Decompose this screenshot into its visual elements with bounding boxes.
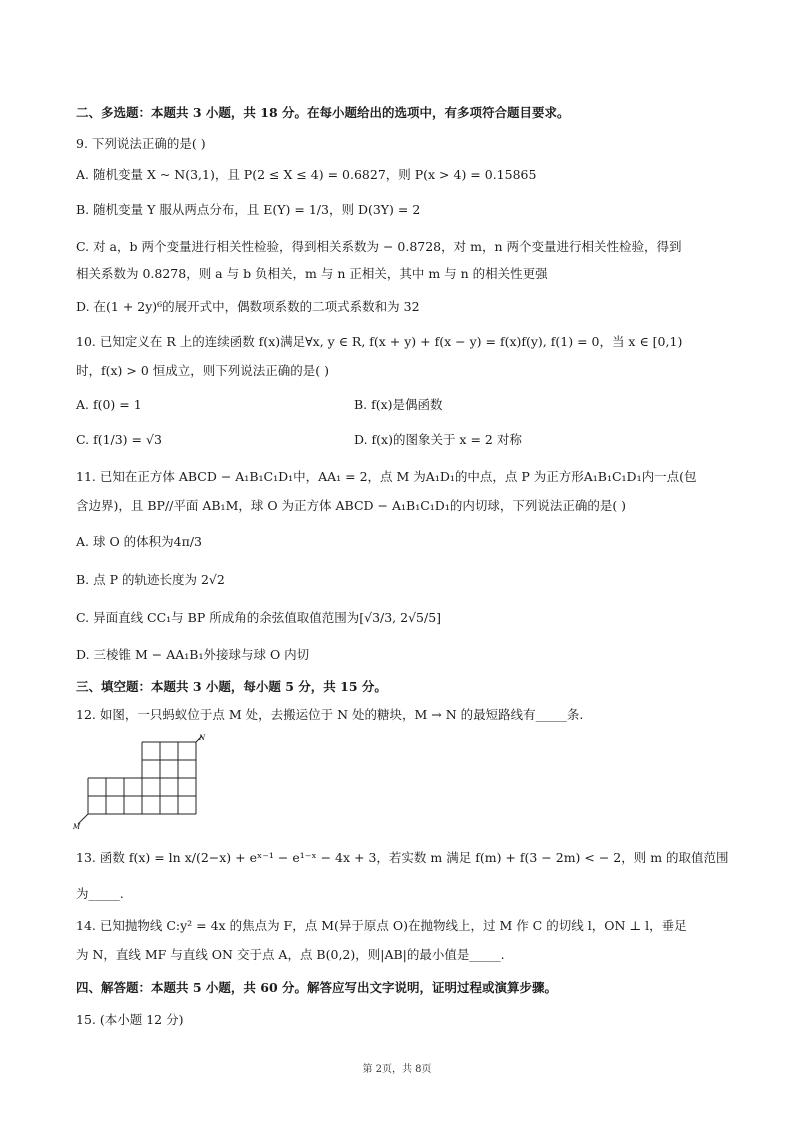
q11-stem-line2: 含边界)，且 BP//平面 AB₁M，球 O 为正方体 ABCD − A₁B₁C₁D₁的内切球，下列说法正确的是( ): [76, 498, 627, 513]
q9-stem: 9. 下列说法正确的是( ): [76, 136, 206, 151]
q10-stem-line1: 10. 已知定义在 R 上的连续函数 f(x)满足∀x, y ∈ R, f(x + y) + f(x − y) = f(x)f(y), f(1) = 0，当 x ∈ [0,1): [76, 334, 683, 349]
q13-line2: 为_____.: [76, 886, 124, 901]
section2-heading: 二、多选题：本题共 3 小题，共 18 分。在每小题给出的选项中，有多项符合题目要求。: [76, 105, 570, 120]
q12-grid-lines: [88, 742, 196, 814]
page-footer: 第 2页，共 8页: [362, 1064, 432, 1075]
q14-line1: 14. 已知抛物线 C:y² = 4x 的焦点为 F，点 M(异于原点 O)在抛物线上，过 M 作 C 的切线 l，ON ⊥ l，垂足: [76, 918, 687, 933]
q12-label-m: M: [73, 823, 81, 831]
q12-grid-figure: [70, 732, 210, 832]
q9-option-b: B. 随机变量 Y 服从两点分布，且 E(Y) = 1/3，则 D(3Y) = 2: [76, 202, 421, 217]
q9-option-a: A. 随机变量 X ~ N(3,1)，且 P(2 ≤ X ≤ 4) = 0.6827，则 P(x > 4) = 0.15865: [76, 167, 537, 182]
q15-stem: 15. (本小题 12 分): [76, 1012, 184, 1027]
q9-option-d: D. 在(1 + 2y)⁶的展开式中，偶数项系数的二项式系数和为 32: [76, 299, 420, 314]
q12-label-n: N: [199, 734, 206, 742]
q9-option-c-line1: C. 对 a，b 两个变量进行相关性检验，得到相关系数为 − 0.8728，对 m，n 两个变量进行相关性检验，得到: [76, 239, 682, 254]
section4-heading: 四、解答题：本题共 5 小题，共 60 分。解答应写出文字说明，证明过程或演算步骤。: [76, 980, 558, 995]
q9-option-c-line2: 相关系数为 0.8278，则 a 与 b 负相关，m 与 n 正相关，其中 m 与 n 的相关性更强: [76, 266, 548, 281]
q11-option-c: C. 异面直线 CC₁与 BP 所成角的余弦值取值范围为[√3/3, 2√5/5]: [76, 610, 442, 625]
q13-line1: 13. 函数 f(x) = ln x/(2−x) + eˣ⁻¹ − e¹⁻ˣ − 4x + 3，若实数 m 满足 f(m) + f(3 − 2m) < − 2，则 m 的取值范围: [76, 850, 729, 865]
q10-option-b: B. f(x)是偶函数: [354, 397, 443, 412]
q11-option-a: A. 球 O 的体积为4π/3: [76, 534, 203, 549]
q10-stem-line2: 时，f(x) > 0 恒成立，则下列说法正确的是( ): [76, 363, 330, 378]
section3-heading: 三、填空题：本题共 3 小题，每小题 5 分，共 15 分。: [76, 679, 387, 694]
q11-option-d: D. 三棱锥 M − AA₁B₁外接球与球 O 内切: [76, 647, 310, 662]
q14-line2: 为 N，直线 MF 与直线 ON 交于点 A，点 B(0,2)，则|AB|的最小值是_____.: [76, 947, 505, 962]
q12-stem: 12. 如图，一只蚂蚁位于点 M 处，去搬运位于 N 处的糖块，M → N 的最短路线有_____条.: [76, 707, 584, 722]
q10-option-c: C. f(1/3) = √3: [76, 432, 162, 447]
q10-option-a: A. f(0) = 1: [76, 397, 142, 412]
q11-option-b: B. 点 P 的轨迹长度为 2√2: [76, 572, 225, 587]
q11-stem-line1: 11. 已知在正方体 ABCD − A₁B₁C₁D₁中，AA₁ = 2，点 M 为A₁D₁的中点，点 P 为正方形A₁B₁C₁D₁内一点(包: [76, 469, 697, 484]
q10-option-d: D. f(x)的图象关于 x = 2 对称: [354, 432, 522, 447]
